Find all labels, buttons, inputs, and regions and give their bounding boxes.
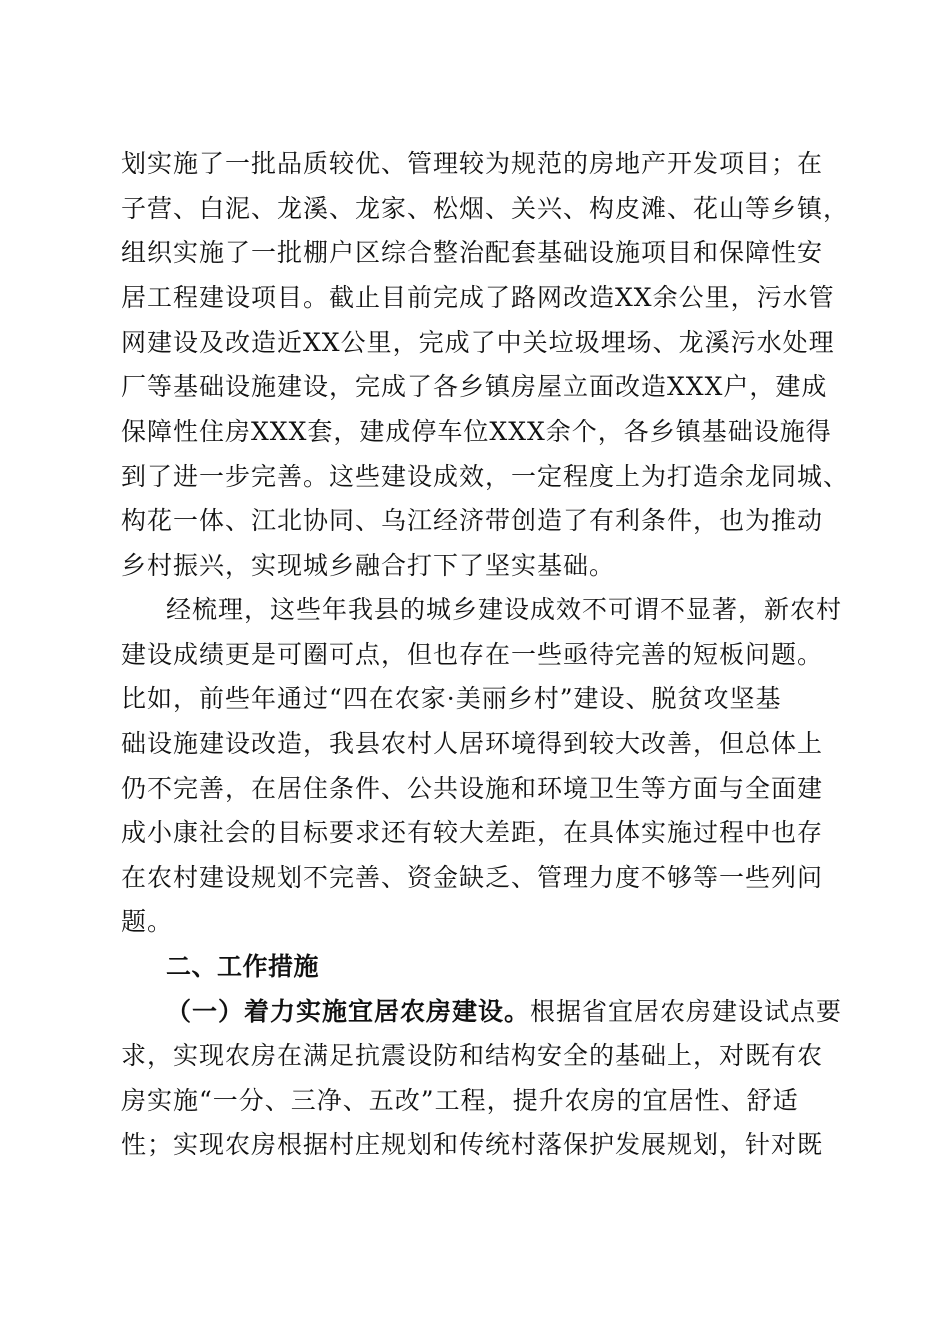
- paragraph-line: 比如，前些年通过“四在农家·美丽乡村”建设、脱贫攻坚基: [121, 684, 782, 713]
- paragraph-line: 保障性住房XXX套，建成停车位XXX余个，各乡镇基础设施得: [121, 417, 832, 446]
- paragraph-line: 到了进一步完善。这些建设成效，一定程度上为打造余龙同城、: [121, 462, 850, 491]
- section-one-first-line-text: 根据省宜居农房建设试点要: [530, 997, 843, 1026]
- paragraph-line: 性；实现农房根据村庄规划和传统村落保护发展规划，针对既: [121, 1130, 824, 1159]
- paragraph-line: 建设成绩更是可圈可点，但也存在一些亟待完善的短板问题。: [121, 640, 824, 669]
- paragraph-line: 构花一体、江北协同、乌江经济带创造了有利条件，也为推动: [121, 506, 824, 535]
- paragraph-line: 仍不完善，在居住条件、公共设施和环境卫生等方面与全面建: [121, 774, 824, 803]
- section-one-first-line: [166, 995, 841, 1029]
- paragraph-line: 厂等基础设施建设，完成了各乡镇房屋立面改造XXX户，建成: [121, 372, 828, 401]
- paragraph-line: 经梳理，这些年我县的城乡建设成效不可谓不显著，新农村: [166, 595, 843, 624]
- paragraph-line: 网建设及改造近XX公里，完成了中关垃圾埋场、龙溪污水处理: [121, 328, 835, 357]
- paragraph-line: 题。: [121, 907, 174, 936]
- paragraph-line: 乡村振兴，实现城乡融合打下了坚实基础。: [121, 551, 616, 580]
- paragraph-line: 居工程建设项目。截止目前完成了路网改造XX余公里，污水管: [121, 283, 835, 312]
- paragraph-line: 子营、白泥、龙溪、龙家、松烟、关兴、构皮滩、花山等乡镇，: [121, 194, 850, 223]
- paragraph-line: 在农村建设规划不完善、资金缺乏、管理力度不够等一些列问: [121, 863, 824, 892]
- paragraph-line: 划实施了一批品质较优、管理较为规范的房地产开发项目；在: [121, 149, 824, 178]
- section-one-title: （一）着力实施宜居农房建设。: [166, 997, 531, 1026]
- paragraph-line: 础设施建设改造，我县农村人居环境得到较大改善，但总体上: [121, 729, 824, 758]
- paragraph-line: 成小康社会的目标要求还有较大差距，在具体实施过程中也存: [121, 818, 824, 847]
- section-heading: 二、工作措施: [166, 952, 320, 981]
- paragraph-line: 房实施“一分、三净、五改”工程，提升农房的宜居性、舒适: [121, 1086, 799, 1115]
- paragraph-line: 求，实现农房在满足抗震设防和结构安全的基础上，对既有农: [121, 1041, 824, 1070]
- paragraph-line: 组织实施了一批棚户区综合整治配套基础设施项目和保障性安: [121, 238, 824, 267]
